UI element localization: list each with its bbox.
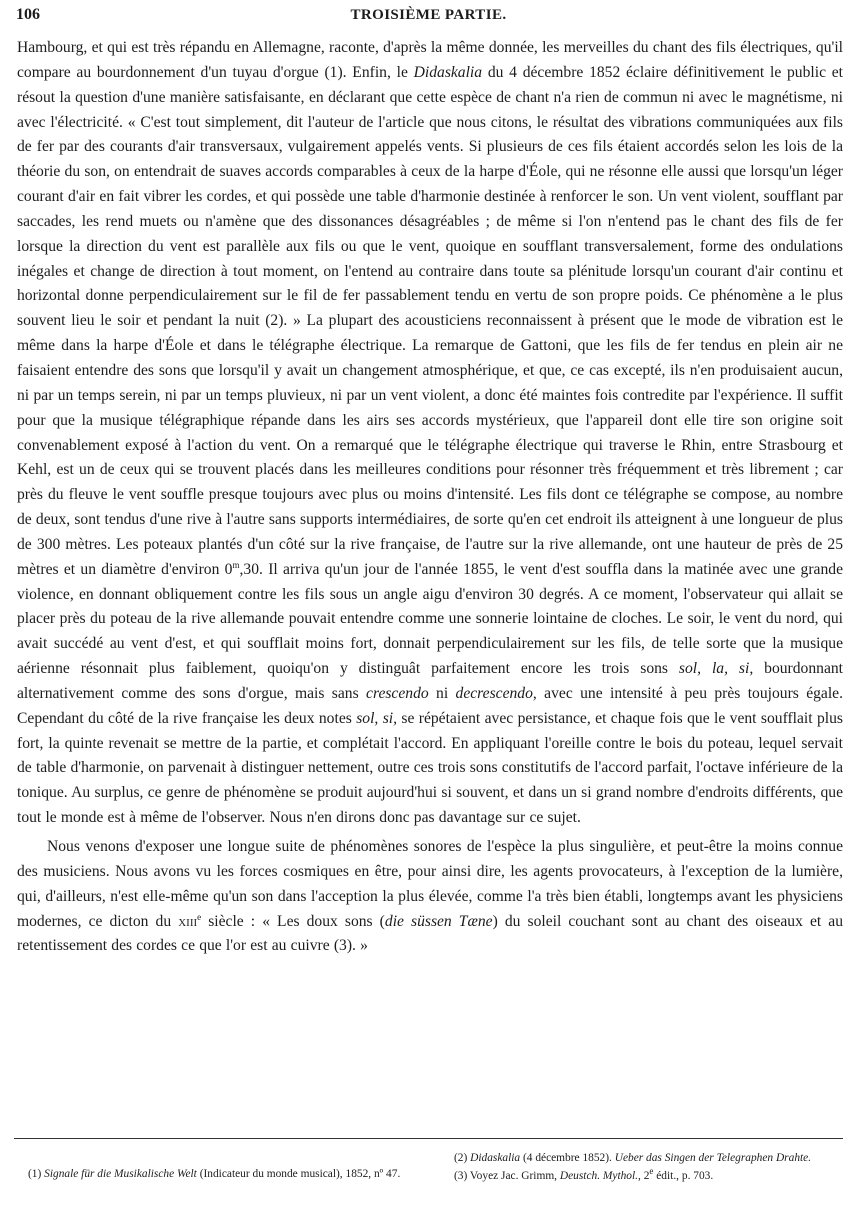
- footnote-text: (Indicateur du monde musical), 1852, nº 47.: [196, 1168, 401, 1180]
- italic-term: crescendo: [366, 684, 429, 702]
- superscript: e: [197, 911, 202, 922]
- text-run: Nous venons d'exposer une longue suite de phénomènes sonores de l'espèce la plus singulière, et peut-être la moins connue des musiciens. Nous avons vu les forces cosmiques en être, pour ainsi dire, les agents provocateurs, à l'exception de la lumière, qui, d'ailleurs, n'est elle-même qu'un son dans l'acception la plus élevée, comme l'a très bien établi, longtemps avant les physiciens modernes, ce dicton du: [17, 838, 843, 930]
- footnote-1: [14, 1166, 426, 1183]
- paragraph-2: [17, 835, 843, 959]
- footnote-title: Didaskalia: [470, 1152, 521, 1164]
- text-run: , avec une intensité à peu près toujours égale. Cependant du côté de la rive française les deux notes: [17, 684, 843, 727]
- footnote-text: (4 décembre 1852).: [520, 1152, 615, 1164]
- superscript: e: [649, 1166, 654, 1177]
- footnote-number: (2): [454, 1152, 471, 1164]
- footnote-title: Ueber das Singen der Telegraphen Drahte.: [614, 1152, 812, 1164]
- text-run: ,30. Il arriva qu'un jour de l'année 1855, le vent d'est souffla dans la matinée avec une grande violence, en donnant obliquement contre les fils sous un angle aigu d'environ 30 degrés. A ce moment, l'observateur qui allait se placer près du poteau de la rive allemande pouvait entendre comme une sonnerie lointaine de cloches. Le soir, le vent du nord, qui avait succédé au vent d'est, et qui soufflait moins fort, donnait perpendiculairement sur les fils, de telle sorte que la musique aérienne résonnait plus faiblement, quoiqu'on y distinguât parfaitement encore les trois sons: [17, 560, 843, 678]
- running-head: TROISIÈME PARTIE.: [350, 7, 507, 23]
- footnote-text: , 2: [638, 1170, 650, 1182]
- page-header: [16, 6, 841, 28]
- footnote-3: [440, 1168, 843, 1185]
- italic-notes: sol, la, si,: [678, 660, 754, 678]
- text-run: Hambourg, et qui est très répandu en Allemagne, raconte, d'après la même donnée, les merveilles du chant des fils électriques, qu'il compare au bourdonnement d'un tuyau d'orgue (1). Enfin, le: [17, 39, 843, 81]
- text-run: ) du soleil couchant sont au chant des oiseaux et au retentissement des cordes ce que l'or est au cuivre (3). »: [17, 912, 843, 955]
- text-run: bourdonnant alternativement comme des sons d'orgue, mais sans: [17, 660, 843, 702]
- text-run: ni: [428, 684, 456, 702]
- footnote-text: édit., p. 703.: [653, 1170, 714, 1182]
- century-numeral: xiii: [178, 912, 198, 930]
- paragraph-1: [17, 36, 843, 831]
- footnote-title: Signale für die Musikalische Welt: [44, 1168, 197, 1180]
- italic-quote: die süssen Tæne: [384, 912, 493, 930]
- text-run: siècle : « Les doux sons (: [201, 912, 385, 930]
- italic-term: decrescendo: [455, 684, 533, 702]
- footnotes-right: [440, 1150, 843, 1185]
- text-run: du 4 décembre 1852 éclaire définitivement le public et résout la question d'une manière satisfaisante, en déclarant que cette espèce de chant n'a rien de commun ni avec le magnétisme, ni avec l'électricité. « C'est tout simplement, dit l'auteur de l'article que nous citons, le résultat des vibrations communiquées aux fils de fer par des courants d'air transversaux, vulgairement appelés vents. Si plusieurs de ces fils étaient accordés selon les lois de la théorie du son, on entendrait de suaves accords comparables à ceux de la harpe d'Éole, qui ne résonne elle aussi que lorsqu'un léger courant d'air en fait vibrer les cordes, et qui possède une table d'harmonie destinée à renforcer le son. Un vent violent, soufflant par saccades, les rend muets ou n'amène que des dissonances désagréables ; de même si l'on n'entend pas le chant des fils de fer lorsque la direction du vent est parallèle aux fils ou que le vent, quoique en soufflant transversalement, forme des ondulations inégales et change de direction à tout moment, on l'entend au contraire dans toute sa plénitude lorsqu'un courant d'air continu et horizontal donne perpendiculairement sur le fil de fer passablement tendu en vertu de son propre poids. Ce phénomène a le plus souvent lieu le soir et pendant la nuit (2). » La plupart des acousticiens reconnaissent à présent que le mode de vibration est le même dans la harpe d'Éole et dans le télégraphe électrique. La remarque de Gattoni, que les fils de fer tendus en plein air ne faisaient entendre des sons que lorsqu'il y avait un changement atmosphérique, et que, ce cas excepté, ils n'en produisaient aucun, ni par un temps serein, ni par un temps pluvieux, ni par un vent violent, a donc été maintes fois contredite par l'expérience. Il suffit pour que la musique télégraphique répande dans les airs ses accords mystérieux, que l'appareil dont elle tire son origine soit convenablement exposé à l'action du vent. On a remarqué que le télégraphe électrique qui traverse le Rhin, entre Strasbourg et Kehl, est un de ceux qui se trouvent placés dans les meilleures conditions pour résonner très fréquemment et très librement ; car près du fleuve le vent souffle presque toujours avec plus ou moins d'intensité. Les fils dont ce télégraphe se compose, au nombre de deux, sont tendus d'une rive à l'autre sans supports intermédiaires, de sorte qu'en cet endroit ils atteignent à une longueur de plus de 300 mètres. Les poteaux plantés d'un côté sur la rive française, de l'autre sur la rive allemande, ont une hauteur de près de 25 mètres et un diamètre d'environ 0: [17, 63, 843, 578]
- footnotes-left: [14, 1166, 426, 1183]
- italic-title: Didaskalia: [413, 63, 483, 81]
- body-text: [17, 36, 843, 959]
- page-number: 106: [16, 6, 40, 23]
- footnote-divider: [14, 1138, 843, 1139]
- text-run: se répétaient avec persistance, et chaque fois que le vent soufflait plus fort, la quinte revenait se mettre de la partie, et complétait l'accord. En appliquant l'oreille contre le bois du poteau, lequel servait de table d'harmonie, on parvenait à distinguer nettement, outre ces trois sons constitutifs de l'accord parfait, l'octave inférieure de la tonique. Au surplus, ce genre de phénomène se produit aujourd'hui si souvent, et dans un si grand nombre d'endroits différents, que tout le monde est à même de l'observer. Nous n'en dirons donc pas davantage sur ce sujet.: [17, 709, 843, 827]
- footnote-title: Deustch. Mythol.: [559, 1170, 639, 1182]
- footnote-number: (1): [28, 1168, 45, 1180]
- italic-notes: sol, si,: [356, 709, 397, 727]
- footnote-2: [440, 1150, 843, 1167]
- superscript: m: [232, 559, 240, 570]
- footnote-text: (3) Voyez Jac. Grimm,: [454, 1170, 560, 1182]
